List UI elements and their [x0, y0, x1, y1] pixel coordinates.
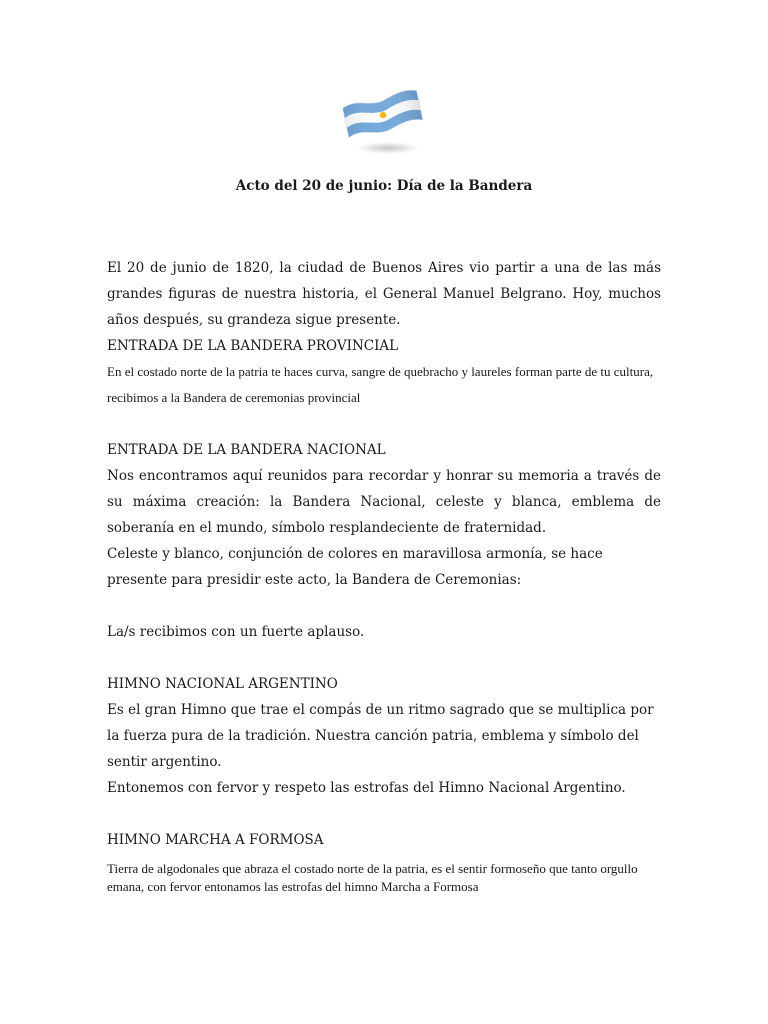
aplauso-line: La/s recibimos con un fuerte aplauso. — [107, 624, 365, 640]
section-heading-bandera-nacional: ENTRADA DE LA BANDERA NACIONAL — [107, 442, 386, 458]
bandera-nacional-paragraph: Nos encontramos aquí reunidos para recordar y honrar su memoria a través de su máxima creación: la Bandera Nacional, celeste y blanca, emblema de soberanía en el mundo, símbolo resplandeciente de fraternidad. — [107, 468, 661, 536]
colores-paragraph: Celeste y blanco, conjunción de colores en maravillosa armonía, se hace presente para presidir este acto, la Bandera de Ceremonias: — [107, 546, 603, 588]
document-body — [107, 255, 661, 896]
bandera-provincial-paragraph: En el costado norte de la patria te haces curva, sangre de quebracho y laureles forman parte de tu cultura, recibimos a la Bandera de ceremonias provincial — [107, 364, 654, 405]
spacer — [107, 801, 661, 827]
section-heading-marcha-formosa: HIMNO MARCHA A FORMOSA — [107, 832, 324, 848]
section-heading-himno-nacional: HIMNO NACIONAL ARGENTINO — [107, 676, 338, 692]
spacer — [107, 593, 661, 619]
himno-nacional-paragraph: Es el gran Himno que trae el compás de un ritmo sagrado que se multiplica por la fuerza pura de la tradición. Nuestra canción patria, emblema y símbolo del sentir argentino. — [107, 702, 654, 770]
document-title: Acto del 20 de junio: Día de la Bandera — [235, 178, 533, 194]
marcha-formosa-paragraph: Tierra de algodonales que abraza el costado norte de la patria, es el sentir formoseño que tanto orgullo emana, con fervor entonamos las estrofas del himno Marcha a Formosa — [107, 861, 638, 894]
argentina-flag-icon — [340, 86, 428, 158]
section-heading-bandera-provincial: ENTRADA DE LA BANDERA PROVINCIAL — [107, 338, 399, 354]
entonemos-line: Entonemos con fervor y respeto las estrofas del Himno Nacional Argentino. — [107, 780, 626, 796]
spacer — [107, 645, 661, 671]
intro-paragraph: El 20 de junio de 1820, la ciudad de Buenos Aires vio partir a una de las más grandes figuras de nuestra historia, el General Manuel Belgrano. Hoy, muchos años después, su grandeza sigue presente. — [107, 260, 661, 328]
spacer — [107, 411, 661, 437]
